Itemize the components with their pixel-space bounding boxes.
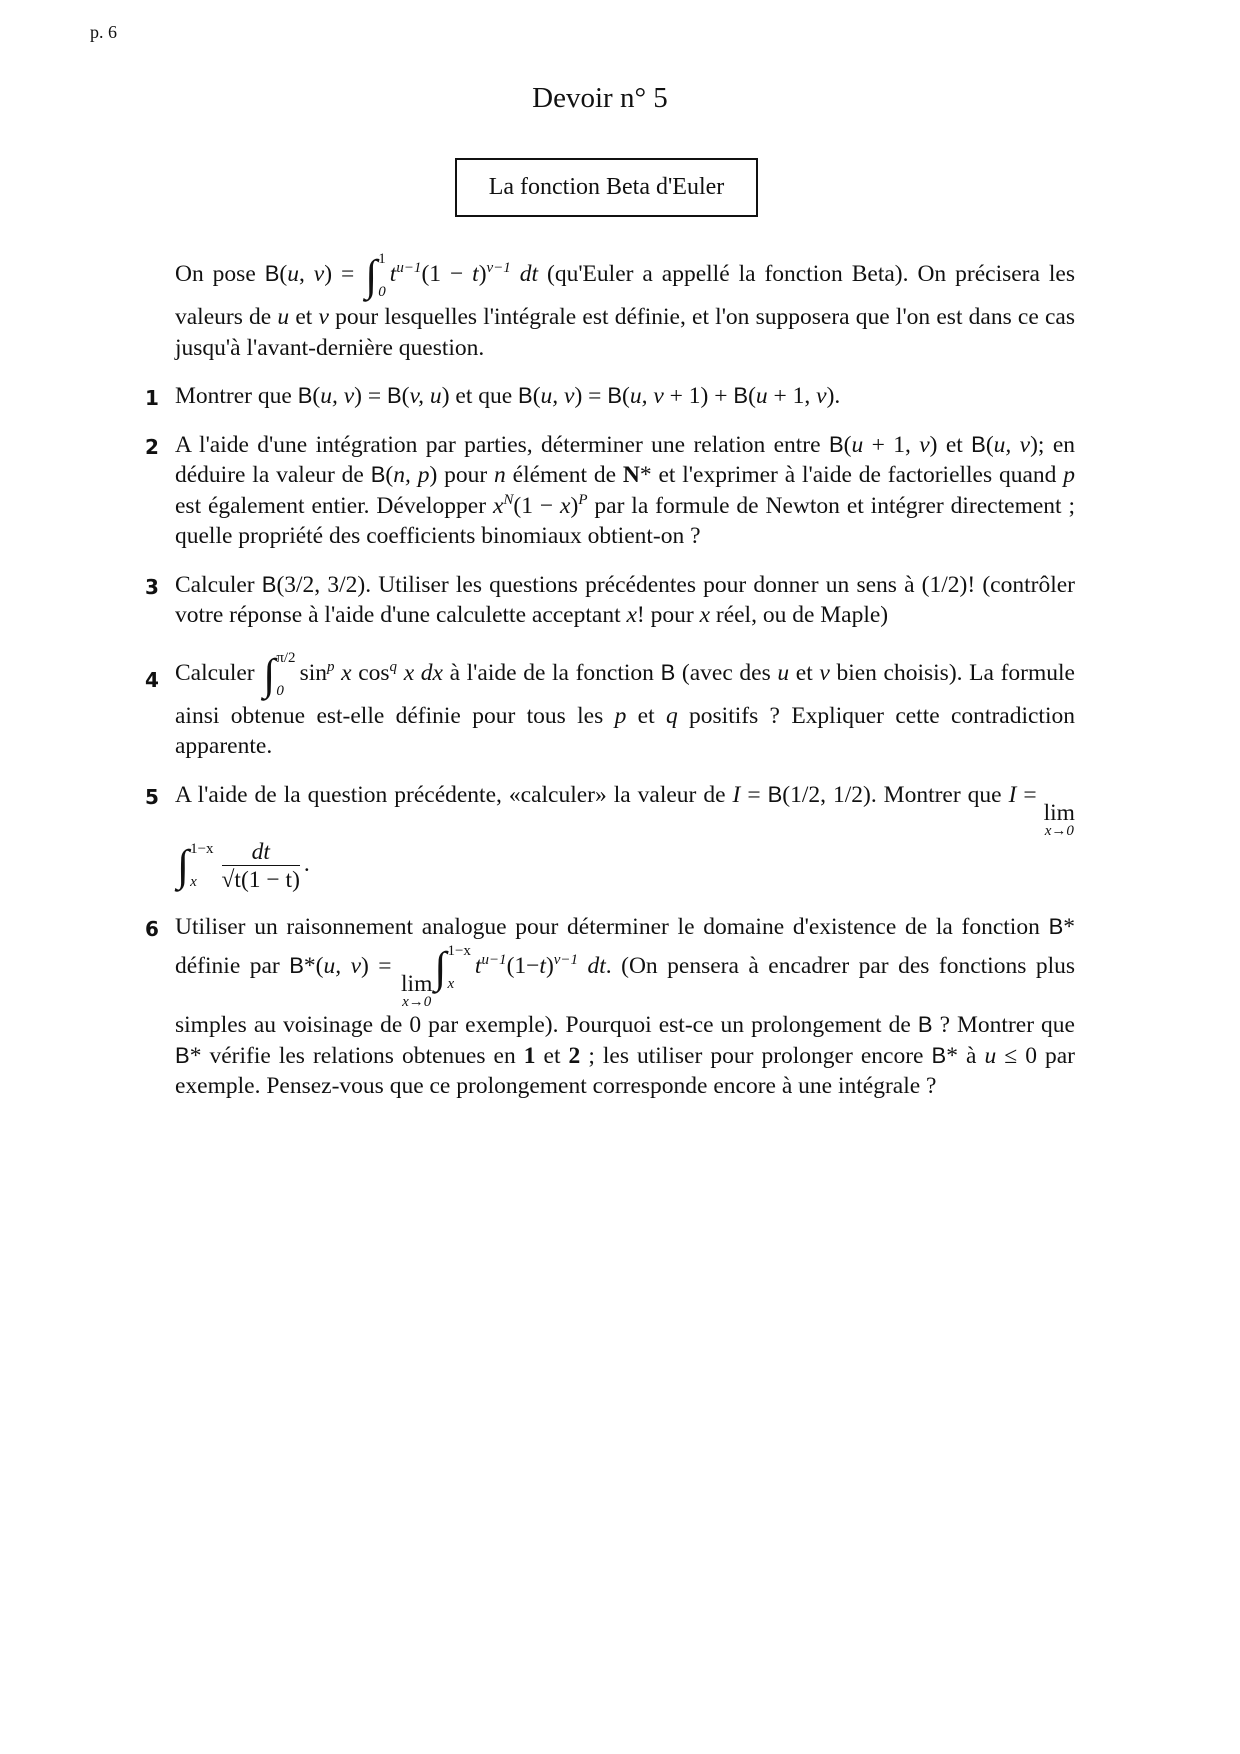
- limit-label: lim: [401, 971, 433, 998]
- exponent: q: [389, 659, 398, 676]
- exponent: u−1: [481, 952, 507, 969]
- text: + 1) +: [663, 383, 734, 409]
- fraction-denominator: √t(1 − t): [221, 866, 300, 893]
- question-number-4: 4: [145, 667, 159, 692]
- integral-lower-bound: x: [190, 874, 197, 890]
- integral-sign: [365, 250, 386, 302]
- text: cos: [351, 659, 390, 686]
- text: (3/2, 3/2). Utiliser les questions précédentes pour donner un sens à (1/2)! (contrôler votre réponse à l'aide d'une calculette acceptant: [175, 571, 1075, 628]
- text: ) et: [929, 431, 972, 458]
- bold-text: N: [622, 462, 640, 488]
- text: . (On pensera à encadrer par des fonctions plus simples au voisinage de 0 par exemple). Pourquoi est-ce un prolongement de: [175, 953, 1075, 1039]
- text: ): [478, 261, 487, 288]
- text: (: [312, 383, 321, 409]
- integral-lower-bound: x: [447, 976, 455, 992]
- text: ) =: [361, 953, 402, 980]
- text: (: [622, 383, 630, 409]
- question-number-1: 1: [145, 386, 159, 410]
- math-variable: t: [389, 261, 397, 288]
- text: ).: [826, 383, 841, 409]
- question-4: [145, 649, 1075, 762]
- math-variable: u: [777, 659, 790, 686]
- integral-upper-bound: 1−x: [447, 943, 471, 959]
- math-variable: u, v: [320, 383, 355, 409]
- math-variable: u: [287, 261, 299, 288]
- text: réel, ou de Maple): [710, 602, 889, 628]
- text: (1 −: [513, 492, 561, 519]
- math-variable: u, v: [629, 383, 664, 409]
- text: [578, 953, 587, 979]
- text: sin: [299, 659, 327, 686]
- beta-symbol: B: [386, 383, 402, 408]
- math-variable: t: [539, 953, 546, 980]
- math-variable: t: [472, 261, 479, 288]
- text: (: [985, 431, 994, 458]
- text: ); en déduire la valeur de: [175, 431, 1075, 488]
- text: (: [532, 383, 541, 409]
- math-variable: I: [732, 781, 741, 808]
- math-variable: x: [699, 602, 710, 628]
- integral-symbol: ∫: [177, 841, 190, 890]
- limit-label: lim: [1043, 799, 1075, 826]
- math-variable: v, u: [409, 383, 442, 409]
- text: ) et que: [441, 383, 519, 409]
- integral-symbol: ∫: [263, 649, 276, 699]
- math-variable: v: [816, 383, 827, 409]
- integral-symbol: ∫: [365, 251, 378, 300]
- math-variable: u, v: [993, 431, 1031, 458]
- math-variable: v: [919, 431, 930, 458]
- text: à l'aide de la fonction: [442, 659, 661, 686]
- text: *(: [303, 953, 324, 980]
- text: ? Montrer que: [932, 1012, 1075, 1039]
- document-title: Devoir n° 5: [532, 82, 668, 114]
- integral-bounds: [276, 650, 295, 700]
- exponent: v−1: [486, 260, 511, 277]
- text: (avec des: [675, 659, 778, 686]
- exponent: v−1: [553, 952, 579, 969]
- text: positifs ? Expliquer cette contradiction apparente.: [175, 702, 1075, 759]
- question-6-text: [175, 914, 1075, 1100]
- math-variable: t: [474, 953, 482, 980]
- beta-symbol: B: [297, 383, 313, 408]
- beta-symbol: B: [733, 383, 749, 408]
- integral-bounds: [447, 943, 470, 993]
- integral-lower-bound: 0: [276, 682, 284, 699]
- beta-symbol: B: [264, 261, 280, 287]
- integral-lower-bound: 0: [378, 284, 386, 300]
- text: =: [740, 781, 768, 808]
- text: ! pour: [636, 602, 700, 628]
- text: ) pour: [429, 462, 495, 488]
- beta-symbol: B: [828, 431, 844, 457]
- exponent: N: [503, 491, 514, 508]
- integral-bounds: [378, 251, 386, 301]
- math-variable: u: [851, 431, 864, 458]
- integral-upper-bound: 1−x: [190, 841, 214, 857]
- section-title-box: La fonction Beta d'Euler: [455, 158, 758, 217]
- question-number-5: 5: [145, 784, 159, 809]
- text: Montrer que: [175, 383, 298, 409]
- beta-symbol: B: [289, 953, 304, 979]
- beta-symbol: B: [767, 781, 783, 807]
- limit-subscript: x→0: [402, 994, 432, 1011]
- text: * définie par: [175, 913, 1075, 980]
- question-1-text: [175, 383, 840, 409]
- beta-symbol: B: [518, 383, 533, 408]
- text: (1/2, 1/2). Montrer que: [782, 781, 1009, 808]
- math-variable: p: [614, 702, 627, 729]
- text: ≤ 0 par exemple. Pensez-vous que ce prolongement corresponde encore à une intégrale ?: [175, 1042, 1075, 1100]
- text: bien choisis). La formule ainsi obtenue est-elle définie pour tous les: [175, 659, 1075, 729]
- text: ) =: [324, 261, 364, 288]
- text: (1 −: [421, 261, 473, 288]
- math-variable: q: [665, 702, 678, 729]
- exponent: p: [327, 659, 335, 676]
- text: ) =: [354, 383, 387, 409]
- text: Calculer: [175, 659, 262, 686]
- beta-symbol: B: [660, 659, 676, 685]
- document-body: [145, 250, 1076, 1120]
- question-number-3: 3: [145, 574, 159, 599]
- math-variable: v: [819, 659, 830, 686]
- fraction-numerator: dt: [222, 839, 300, 866]
- question-number-6: 6: [145, 916, 159, 941]
- text: par la formule de Newton et intégrer directement ; quelle propriété des coefficients binomiaux obtient-on ?: [175, 492, 1075, 549]
- beta-symbol: B: [931, 1042, 947, 1068]
- integral-sign: [177, 840, 214, 892]
- math-variable: v: [313, 261, 325, 288]
- math-variable: u, v: [540, 383, 575, 409]
- text: et: [535, 1042, 569, 1069]
- integral-upper-bound: π/2: [276, 649, 296, 666]
- question-3: [145, 570, 1075, 631]
- question-2-text: [175, 432, 1075, 550]
- text: et: [289, 304, 319, 330]
- text: ) =: [574, 383, 608, 409]
- beta-symbol: B: [370, 462, 386, 487]
- text: (qu'Euler a appellé la fonction Beta). On précisera les valeurs de: [175, 261, 1075, 330]
- math-variable: n: [494, 462, 506, 488]
- integral-upper-bound: 1: [378, 251, 386, 267]
- text: (: [279, 261, 288, 288]
- text: A l'aide d'une intégration par parties, déterminer une relation entre: [175, 431, 829, 458]
- text: [397, 660, 404, 686]
- bold-text: 2: [568, 1042, 581, 1069]
- text: + 1,: [863, 431, 920, 458]
- integral-symbol: ∫: [434, 943, 447, 992]
- math-variable: x: [626, 602, 637, 628]
- text: et: [626, 702, 666, 729]
- exponent: P: [578, 491, 588, 508]
- math-variable: u: [984, 1042, 997, 1069]
- math-variable: n, p: [393, 462, 430, 488]
- text: pour lesquelles l'intégrale est définie, et l'on supposera que l'on est dans ce cas jusqu'à l'avant-dernière question.: [175, 304, 1075, 361]
- math-variable: p: [1063, 462, 1076, 488]
- beta-symbol: B: [917, 1012, 933, 1038]
- math-variable: u: [755, 383, 768, 409]
- text: On pose: [175, 261, 265, 288]
- beta-symbol: B: [971, 431, 986, 457]
- text: * vérifie les relations obtenues en: [189, 1042, 524, 1069]
- question-4-text: [175, 649, 1075, 759]
- math-variable: x dx: [403, 659, 443, 686]
- math-variable: dt: [587, 953, 606, 980]
- question-number-2: 2: [145, 434, 159, 459]
- math-variable: u: [277, 304, 290, 330]
- question-3-text: [175, 572, 1075, 629]
- text: (: [401, 383, 410, 409]
- fraction: [222, 839, 300, 894]
- text: + 1,: [767, 383, 817, 409]
- beta-symbol: B: [1048, 913, 1064, 939]
- text: (: [748, 383, 756, 409]
- text: (: [385, 462, 394, 488]
- text: (1−: [506, 953, 540, 980]
- math-variable: dt: [519, 261, 539, 288]
- intro-text: [175, 251, 1075, 361]
- integral-sign: [434, 942, 471, 994]
- text: élément de: [505, 462, 623, 488]
- question-5-text: [175, 781, 1075, 893]
- beta-symbol: B: [261, 571, 277, 597]
- text: .: [303, 851, 310, 878]
- math-variable: x: [560, 492, 571, 519]
- math-variable: x: [492, 492, 504, 519]
- exponent: u−1: [396, 260, 422, 277]
- text: ; les utiliser pour prolonger encore: [580, 1042, 932, 1069]
- limit-operator: [1043, 799, 1075, 839]
- text: [511, 261, 520, 287]
- question-2: [145, 430, 1076, 552]
- text: et: [789, 659, 820, 686]
- text: * et l'exprimer à l'aide de factorielles quand: [639, 462, 1064, 488]
- text: Calculer: [175, 571, 262, 598]
- math-variable: v: [318, 304, 329, 330]
- integral-bounds: [190, 841, 213, 891]
- limit-subscript: x→0: [1044, 822, 1074, 839]
- text: est également entier. Développer: [175, 492, 493, 519]
- text: (: [843, 431, 852, 458]
- beta-symbol: B: [175, 1042, 190, 1068]
- bold-text: 1: [523, 1042, 536, 1069]
- beta-symbol: B: [607, 383, 623, 408]
- intro-paragraph: [175, 250, 1075, 363]
- text: =: [1016, 781, 1044, 808]
- math-variable: I: [1008, 781, 1017, 808]
- limit-operator: [401, 971, 433, 1011]
- text: A l'aide de la question précédente, «calculer» la valeur de: [175, 781, 733, 808]
- question-6: [145, 912, 1075, 1102]
- integral-sign: [263, 649, 295, 701]
- question-5: [145, 780, 1075, 894]
- math-variable: u, v: [323, 953, 361, 980]
- text: ): [545, 953, 554, 980]
- math-variable: x: [341, 659, 352, 686]
- text: ,: [298, 261, 314, 288]
- text: ): [570, 492, 579, 519]
- page-number: p. 6: [90, 22, 117, 42]
- question-1: [145, 381, 1075, 412]
- text: * à: [946, 1042, 985, 1069]
- text: Utiliser un raisonnement analogue pour déterminer le domaine d'existence de la fonction: [175, 913, 1049, 940]
